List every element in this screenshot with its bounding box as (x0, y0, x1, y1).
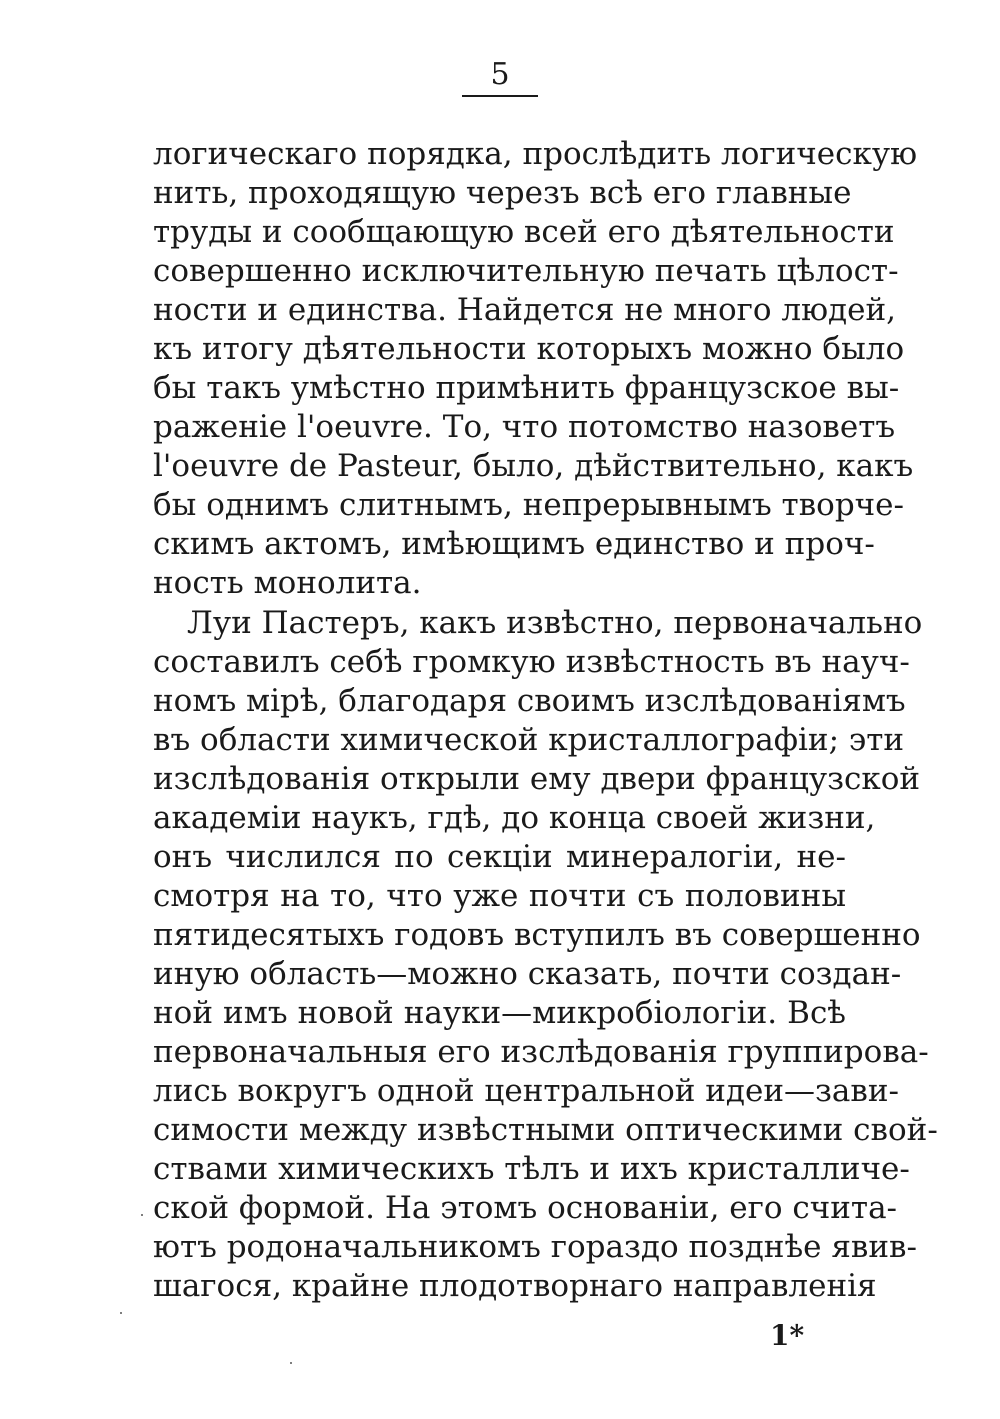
text-line: труды и сообщающую всей его дѣятельности (153, 214, 895, 250)
text-line: академіи наукъ, гдѣ, до конца своей жизни, (153, 800, 876, 836)
text-line: ствами химическихъ тѣлъ и ихъ кристалличе- (153, 1151, 910, 1187)
text-line: лись вокругъ одной центральной идеи—зави- (153, 1073, 899, 1109)
text-line: симости между извѣстными оптическими свой- (153, 1112, 938, 1148)
text-line: Луи Пастеръ, какъ извѣстно, первоначально (187, 605, 923, 641)
text-line: иную область—можно сказать, почти создан- (153, 956, 902, 992)
text-line: нить, проходящую черезъ всѣ его главные (153, 175, 852, 211)
text-line: въ области химической кристаллографіи; эти (153, 722, 905, 758)
scan-speck (290, 1362, 292, 1364)
text-line: ютъ родоначальникомъ гораздо позднѣе явив- (153, 1229, 917, 1265)
scan-speck (120, 1312, 122, 1314)
text-line: къ итогу дѣятельности которыхъ можно было (153, 331, 905, 367)
text-line: первоначальныя его изслѣдованія группирова- (153, 1034, 929, 1070)
signature-mark: 1* (770, 1319, 805, 1352)
page-number-rule (462, 95, 538, 97)
text-line: бы однимъ слитнымъ, непрерывнымъ творче- (153, 487, 904, 523)
text-line: бы такъ умѣстно примѣнить французское вы- (153, 370, 900, 406)
text-line: ской формой. На этомъ основаніи, его счита- (153, 1190, 898, 1226)
text-line: ной имъ новой науки—микробіологіи. Всѣ (153, 995, 846, 1031)
text-line: логическаго порядка, прослѣдить логическую (153, 136, 918, 172)
text-line: номъ мірѣ, благодаря своимъ изслѣдованіямъ (153, 683, 906, 719)
text-line: составилъ себѣ громкую извѣстность въ науч- (153, 644, 910, 680)
text-line: скимъ актомъ, имѣющимъ единство и проч- (153, 526, 875, 562)
text-line: раженіе l'oeuvre. То, что потомство назоветъ (153, 409, 896, 445)
scan-speck (141, 1214, 143, 1216)
text-line: смотря на то, что уже почти съ половины (153, 878, 846, 914)
text-line: изслѣдованія открыли ему двери французской (153, 761, 921, 797)
page-number: 5 (490, 57, 510, 92)
text-line: пятидесятыхъ годовъ вступилъ въ совершенно (153, 917, 921, 953)
text-line: онъ числился по секціи минералогіи, не- (153, 839, 846, 875)
text-line: l'oeuvre de Pasteur, было, дѣйствительно, какъ (153, 448, 914, 484)
text-line: ности и единства. Найдется не много людей, (153, 292, 897, 328)
text-line: шагося, крайне плодотворнаго направленія (153, 1268, 877, 1304)
text-line: совершенно исключительную печать цѣлост- (153, 253, 899, 289)
text-line: ность монолита. (153, 565, 422, 601)
